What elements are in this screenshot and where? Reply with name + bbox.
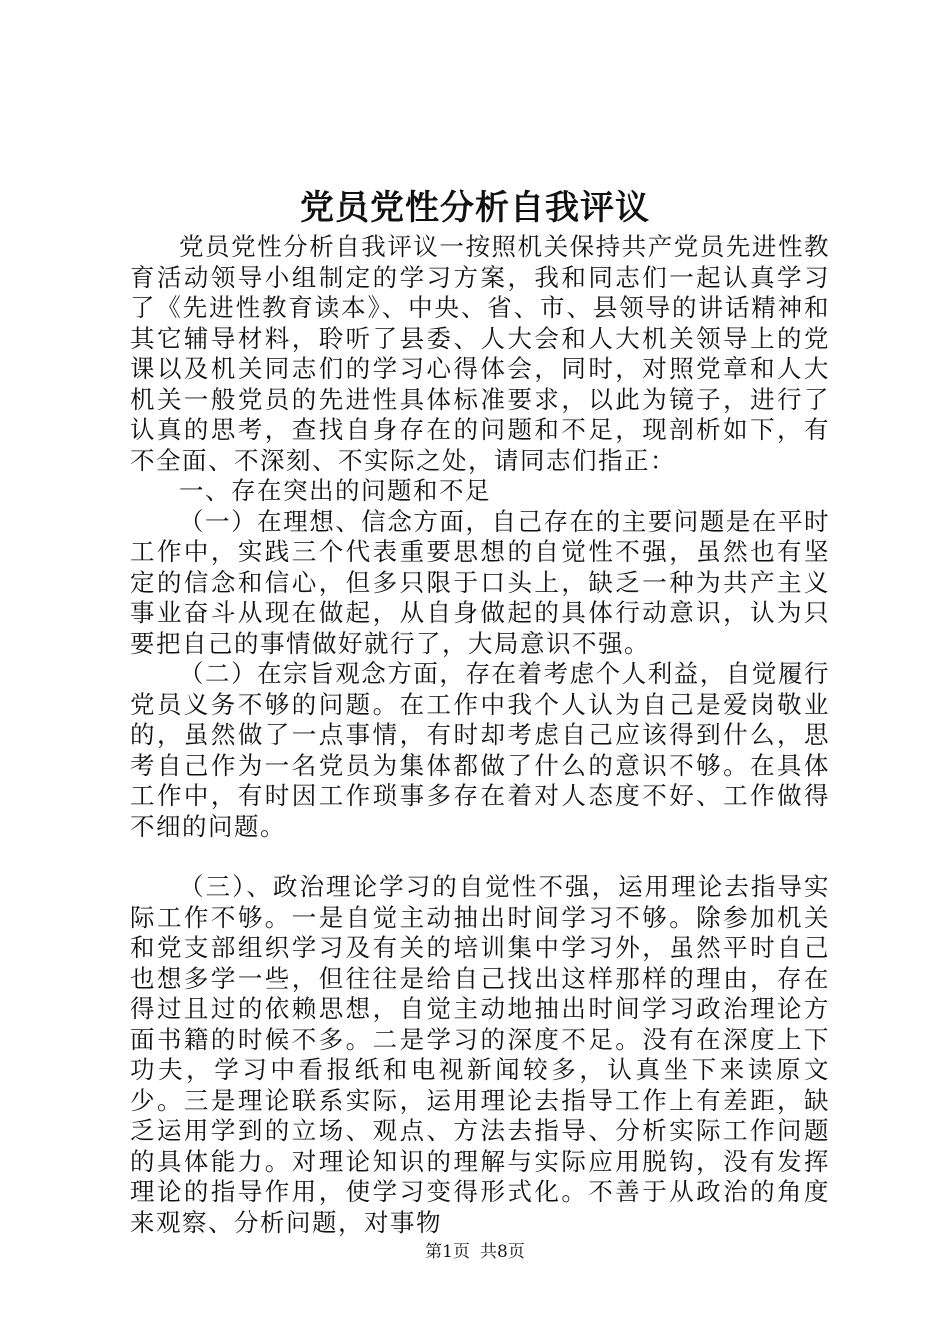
paragraph-item-3: （三）、政治理论学习的自觉性不强，运用理论去指导实际工作不够。一是自觉主动抽出时间学习不够。除参加机关和党支部组织学习及有关的培训集中学习外，虽然平时自己也想多学一些，但往往是给自己找出这样那样的理由，存在得过且过的依赖思想，自觉主动地抽出时间学习政治理论方面书籍的时候不多。二是学习的深度不足。没有在深度上下功夫，学习中看报纸和电视新闻较多，认真坐下来读原文少。三是理论联系实际，运用理论去指导工作上有差距，缺乏运用学到的立场、观点、方法去指导、分析实际工作问题的具体能力。对理论知识的理解与实际应用脱钩，没有发挥理论的指导作用，使学习变得形式化。不善于从政治的角度来观察、分析问题，对事物 xyxy=(130,872,830,1237)
paragraph-intro: 党员党性分析自我评议一按照机关保持共产党员先进性教育活动领导小组制定的学习方案，我和同志们一起认真学习了《先进性教育读本》、中央、省、市、县领导的讲话精神和其它辅导材料，聆听了县委、人大会和人大机关领导上的党课以及机关同志们的学习心得体会，同时，对照党章和人大机关一般党员的先进性具体标准要求，以此为镜子，进行了认真的思考，查找自身存在的问题和不足，现剖析如下，有不全面、不深刻、不实际之处，请同志们指正： xyxy=(130,232,830,475)
section-heading: 一、存在突出的问题和不足 xyxy=(179,476,491,505)
paragraph-item-1: （一）在理想、信念方面，自己存在的主要问题是在平时工作中，实践三个代表重要思想的自觉性不强，虽然也有坚定的信念和信心，但多只限于口头上，缺乏一种为共产主义事业奋斗从现在做起，从自身做起的具体行动意识，认为只要把自己的事情做好就行了，大局意识不强。 xyxy=(130,506,830,658)
document-title: 党员党性分析自我评议 xyxy=(300,188,650,228)
page-number: 第1页 xyxy=(425,1242,470,1262)
page-total: 共8页 xyxy=(480,1242,525,1262)
paragraph-item-2: （二）在宗旨观念方面，存在着考虑个人利益，自觉履行党员义务不够的问题。在工作中我个人认为自己是爱岗敬业的，虽然做了一点事情，有时却考虑自己应该得到什么，思考自己作为一名党员为集体都做了什么的意识不够。在具体工作中，有时因工作琐事多存在着对人态度不好、工作做得不细的问题。 xyxy=(130,659,830,841)
document-body xyxy=(130,232,830,1238)
page-footer xyxy=(0,1240,950,1264)
